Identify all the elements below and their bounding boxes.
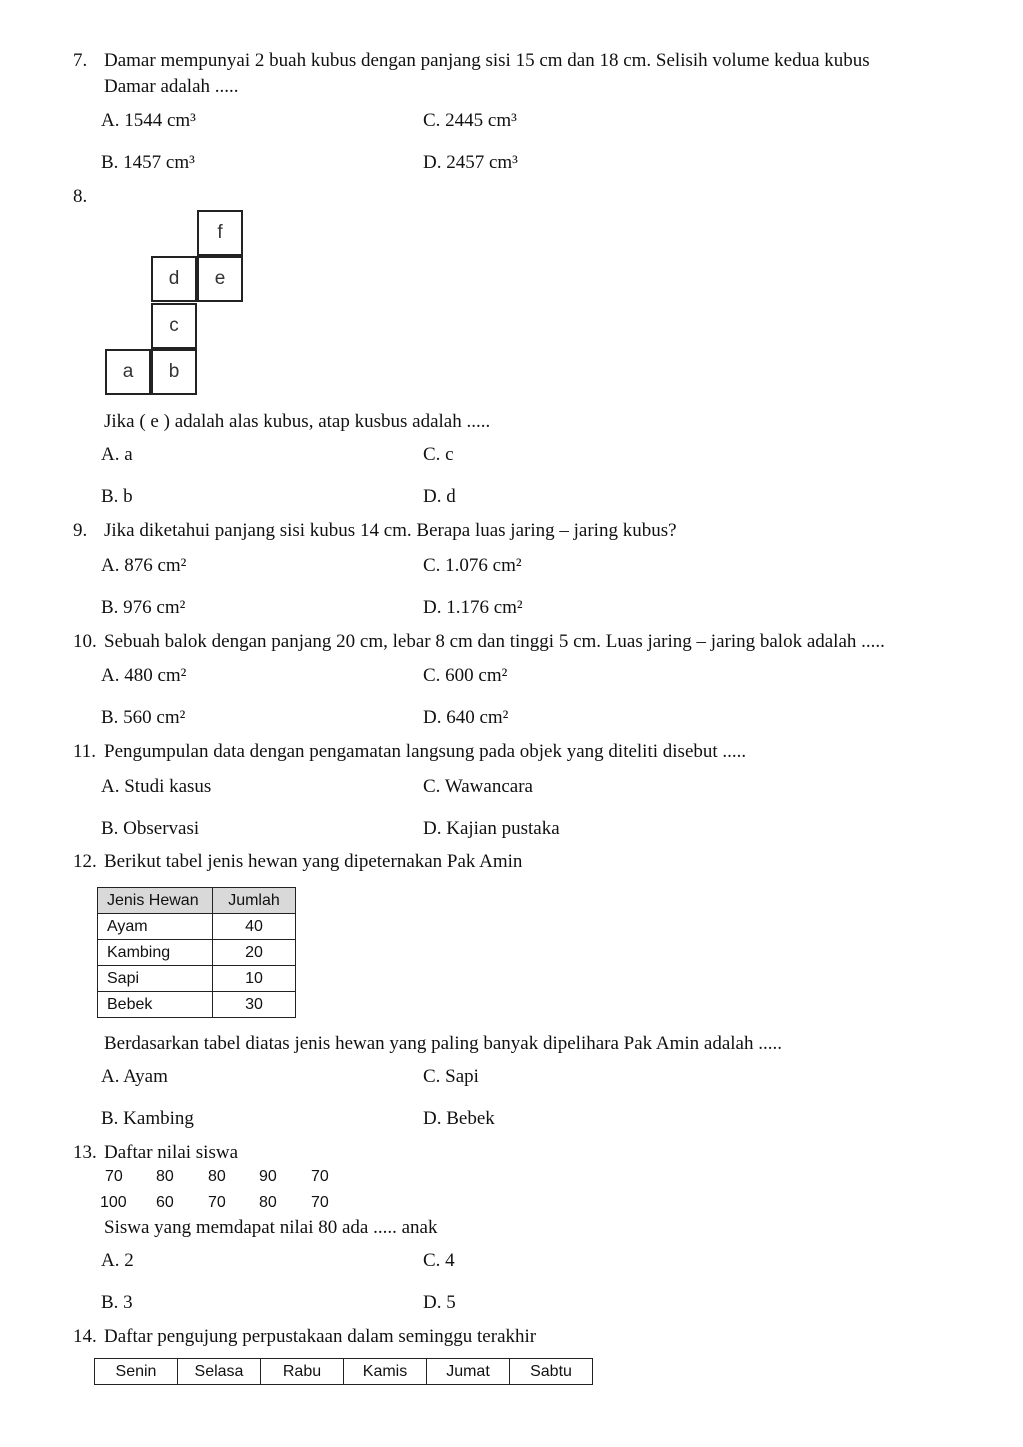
q8-option-c: C. c xyxy=(423,444,454,465)
q8-option-a: A. a xyxy=(101,444,133,465)
net-face-f: f xyxy=(197,210,243,256)
q7-number: 7. xyxy=(73,50,88,71)
q9-number: 9. xyxy=(73,520,88,541)
table-cell: 30 xyxy=(213,992,296,1018)
net-face-d: d xyxy=(151,256,197,302)
q13-question: Siswa yang memdapat nilai 80 ada ..... anak xyxy=(104,1217,438,1238)
q8-option-d: D. d xyxy=(423,486,456,507)
net-face-a: a xyxy=(105,349,151,395)
score-value: 60 xyxy=(156,1194,174,1211)
q12-option-a: A. Ayam xyxy=(101,1066,168,1087)
q7-option-b: B. 1457 cm³ xyxy=(101,152,195,173)
score-value: 80 xyxy=(156,1168,174,1185)
q14-number: 14. xyxy=(73,1326,97,1347)
q11-number: 11. xyxy=(73,741,97,762)
q12-number: 12. xyxy=(73,851,97,872)
q11-option-a: A. Studi kasus xyxy=(101,776,212,797)
q10-option-a: A. 480 cm² xyxy=(101,665,187,686)
score-value: 70 xyxy=(311,1168,329,1185)
q12-option-b: B. Kambing xyxy=(101,1108,194,1129)
q10-option-c: C. 600 cm² xyxy=(423,665,508,686)
score-value: 80 xyxy=(208,1168,226,1185)
q8-number: 8. xyxy=(73,186,88,207)
q8-option-b: B. b xyxy=(101,486,133,507)
day-header-cell: Jumat xyxy=(427,1359,510,1385)
score-value: 70 xyxy=(208,1194,226,1211)
q8-text: Jika ( e ) adalah alas kubus, atap kusbus adalah ..... xyxy=(104,411,491,432)
q10-option-d: D. 640 cm² xyxy=(423,707,509,728)
day-header-cell: Senin xyxy=(95,1359,178,1385)
q14-text: Daftar pengujung perpustakaan dalam seminggu terakhir xyxy=(104,1326,537,1347)
score-value: 100 xyxy=(100,1194,127,1211)
q13-option-c: C. 4 xyxy=(423,1250,455,1271)
q12-text: Berikut tabel jenis hewan yang dipeternakan Pak Amin xyxy=(104,851,523,872)
table-header-row xyxy=(98,888,296,914)
day-header-cell: Selasa xyxy=(178,1359,261,1385)
q7-text-line2: Damar adalah ..... xyxy=(104,76,239,97)
q13-option-d: D. 5 xyxy=(423,1292,456,1313)
score-value: 70 xyxy=(311,1194,329,1211)
q11-option-d: D. Kajian pustaka xyxy=(423,818,560,839)
day-header-cell: Kamis xyxy=(344,1359,427,1385)
q12-option-c: C. Sapi xyxy=(423,1066,479,1087)
q12-question: Berdasarkan tabel diatas jenis hewan yang paling banyak dipelihara Pak Amin adalah ..... xyxy=(104,1033,782,1054)
score-value: 70 xyxy=(105,1168,123,1185)
q11-option-b: B. Observasi xyxy=(101,818,200,839)
net-face-e: e xyxy=(197,256,243,302)
table-cell: Bebek xyxy=(98,992,213,1018)
q13-text: Daftar nilai siswa xyxy=(104,1142,239,1163)
q7-text-line1: Damar mempunyai 2 buah kubus dengan panjang sisi 15 cm dan 18 cm. Selisih volume kedua kubus xyxy=(104,50,870,71)
q10-option-b: B. 560 cm² xyxy=(101,707,186,728)
q10-number: 10. xyxy=(73,631,97,652)
q11-text: Pengumpulan data dengan pengamatan langsung pada objek yang diteliti disebut ..... xyxy=(104,741,747,762)
table-header-row xyxy=(95,1359,593,1385)
q9-option-d: D. 1.176 cm² xyxy=(423,597,523,618)
table-cell: 10 xyxy=(213,966,296,992)
q11-option-c: C. Wawancara xyxy=(423,776,533,797)
table-row xyxy=(98,914,296,940)
table-header-cell: Jumlah xyxy=(213,888,296,914)
q12-option-d: D. Bebek xyxy=(423,1108,495,1129)
table-cell: 40 xyxy=(213,914,296,940)
net-face-c: c xyxy=(151,303,197,349)
table-header-cell: Jenis Hewan xyxy=(98,888,213,914)
q9-option-a: A. 876 cm² xyxy=(101,555,187,576)
q13-option-b: B. 3 xyxy=(101,1292,133,1313)
table-row xyxy=(98,992,296,1018)
q9-option-b: B. 976 cm² xyxy=(101,597,186,618)
q7-option-a: A. 1544 cm³ xyxy=(101,110,196,131)
q9-text: Jika diketahui panjang sisi kubus 14 cm. Berapa luas jaring – jaring kubus? xyxy=(104,520,677,541)
table-row xyxy=(98,940,296,966)
net-face-b: b xyxy=(151,349,197,395)
day-header-cell: Sabtu xyxy=(510,1359,593,1385)
animal-table xyxy=(97,887,296,1018)
table-cell: 20 xyxy=(213,940,296,966)
table-cell: Kambing xyxy=(98,940,213,966)
q7-option-c: C. 2445 cm³ xyxy=(423,110,517,131)
q13-number: 13. xyxy=(73,1142,97,1163)
score-value: 80 xyxy=(259,1194,277,1211)
q10-text: Sebuah balok dengan panjang 20 cm, lebar 8 cm dan tinggi 5 cm. Luas jaring – jaring balok adalah ..... xyxy=(104,631,885,652)
table-row xyxy=(98,966,296,992)
q7-option-d: D. 2457 cm³ xyxy=(423,152,518,173)
q9-option-c: C. 1.076 cm² xyxy=(423,555,522,576)
table-cell: Ayam xyxy=(98,914,213,940)
table-cell: Sapi xyxy=(98,966,213,992)
day-header-cell: Rabu xyxy=(261,1359,344,1385)
q13-option-a: A. 2 xyxy=(101,1250,134,1271)
visitor-days-table xyxy=(94,1358,593,1385)
score-value: 90 xyxy=(259,1168,277,1185)
